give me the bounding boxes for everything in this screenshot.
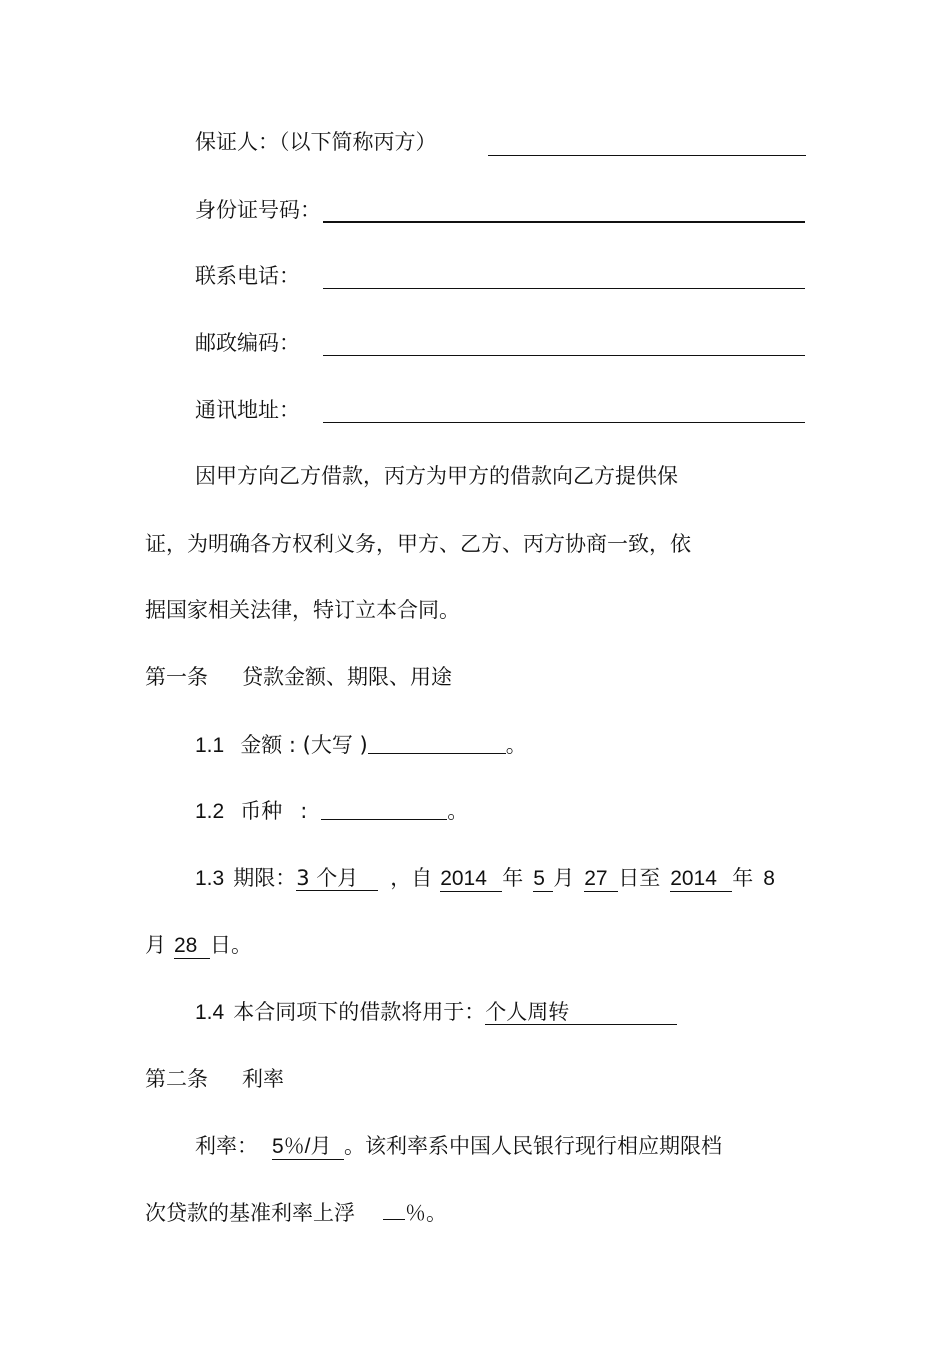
term-field[interactable]: 3 个月 xyxy=(296,866,378,891)
rate-line-2 xyxy=(145,1199,447,1227)
id-number-field[interactable] xyxy=(323,221,805,223)
term-label: 期限： xyxy=(233,866,297,890)
clause-1-3 xyxy=(195,864,775,893)
clause-number: 1.2 xyxy=(195,800,225,823)
start-month-field[interactable]: 5 xyxy=(533,867,553,892)
rate-float-field[interactable] xyxy=(383,1219,405,1220)
address-field[interactable] xyxy=(323,422,805,423)
article-2-title: 利率 xyxy=(242,1067,284,1091)
rate-text-1: 。该利率系中国人民银行现行相应期限档 xyxy=(344,1134,722,1158)
postal-code-label: 邮政编码： xyxy=(195,331,300,355)
month-unit: 月 xyxy=(553,866,575,890)
currency-label: 币种 xyxy=(240,799,283,823)
day-unit-to: 日至 xyxy=(618,866,661,890)
clause-1-2 xyxy=(195,797,468,826)
currency-colon: : xyxy=(300,799,308,823)
amount-end: 。 xyxy=(505,733,527,757)
amount-field[interactable] xyxy=(368,753,506,754)
currency-field[interactable] xyxy=(321,819,447,820)
start-day-field[interactable]: 27 xyxy=(584,867,618,892)
day-unit-end: 日。 xyxy=(210,933,252,957)
article-2-number: 第二条 xyxy=(145,1067,208,1091)
currency-end: 。 xyxy=(447,799,469,823)
rate-end: ％。 xyxy=(405,1201,447,1225)
rate-value-field[interactable]: 5％/月 xyxy=(272,1135,344,1160)
article-1-number: 第一条 xyxy=(145,665,208,689)
guarantor-name-field[interactable] xyxy=(488,155,806,156)
end-day-field[interactable]: 28 xyxy=(174,934,210,959)
start-year-field[interactable]: 2014 xyxy=(440,867,502,892)
clause-number: 1.1 xyxy=(195,734,225,757)
phone-field[interactable] xyxy=(323,288,805,289)
clause-1-1 xyxy=(195,731,527,760)
rate-text-2: 次贷款的基准利率上浮 xyxy=(145,1201,355,1225)
clause-1-3-continued xyxy=(145,931,252,959)
term-from: ，自 xyxy=(390,866,433,890)
article-1-heading xyxy=(145,663,452,691)
article-1-title: 贷款金额、期限、用途 xyxy=(242,665,452,689)
preamble-line-2: 证，为明确各方权利义务，甲方、乙方、丙方协商一致，依 xyxy=(145,532,691,556)
id-number-label: 身份证号码： xyxy=(195,198,321,222)
month-unit: 月 xyxy=(145,933,166,957)
preamble-line-1: 因甲方向乙方借款，丙方为甲方的借款向乙方提供保 xyxy=(195,464,678,488)
address-label: 通讯地址： xyxy=(195,398,300,422)
year-unit: 年 xyxy=(502,866,524,890)
year-unit: 年 xyxy=(732,866,754,890)
preamble-line-3: 据国家相关法律，特订立本合同。 xyxy=(145,598,460,622)
clause-number: 1.3 xyxy=(195,867,225,890)
clause-number: 1.4 xyxy=(195,1001,225,1024)
rate-label: 利率： xyxy=(195,1134,258,1158)
purpose-label: 本合同项下的借款将用于： xyxy=(233,1000,486,1024)
article-2-heading xyxy=(145,1065,284,1093)
rate-line-1 xyxy=(195,1132,722,1160)
postal-code-field[interactable] xyxy=(323,355,805,356)
amount-label: 金额 : (大写 ) xyxy=(240,733,368,757)
end-month-value: 8 xyxy=(763,867,775,890)
end-year-field[interactable]: 2014 xyxy=(670,867,732,892)
clause-1-4 xyxy=(195,998,677,1027)
purpose-field[interactable]: 个人周转 xyxy=(485,1000,677,1025)
guarantor-label: 保证人：（以下简称丙方） xyxy=(195,130,437,154)
phone-label: 联系电话： xyxy=(195,264,300,288)
